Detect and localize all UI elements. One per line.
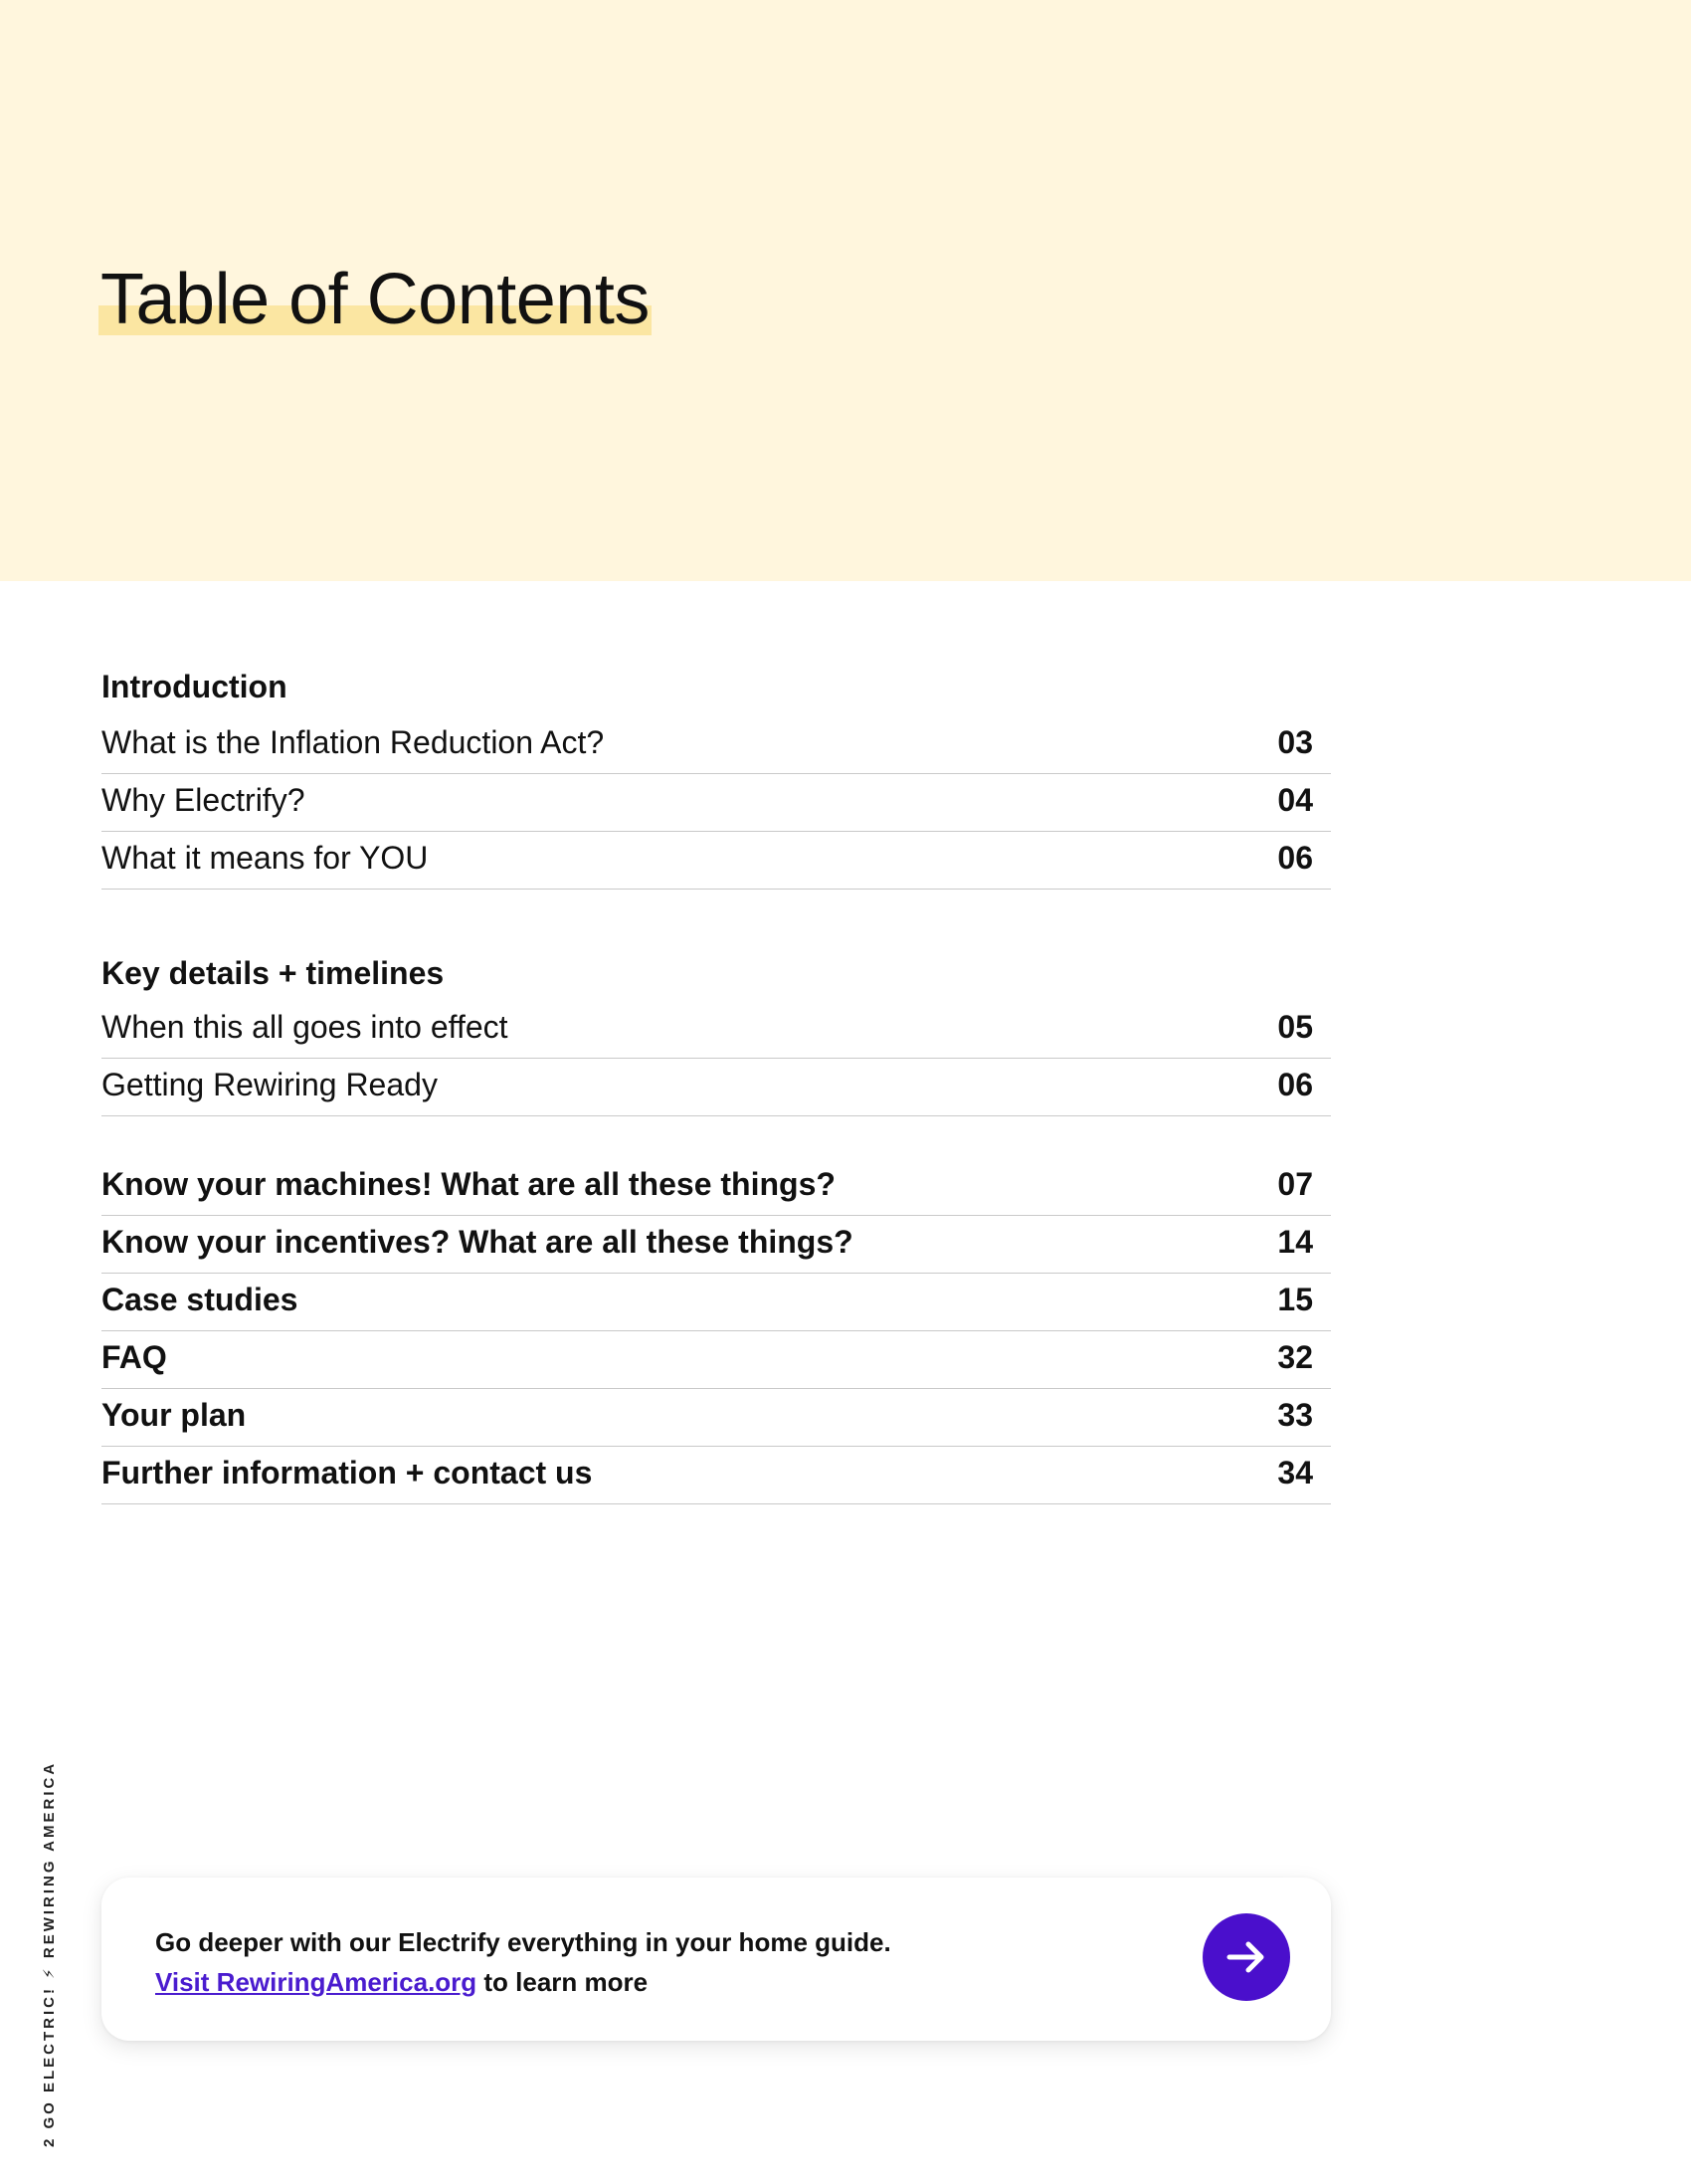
toc-row-page: 05 — [1277, 1009, 1313, 1045]
guide-callout — [101, 1878, 1331, 2041]
toc-row[interactable] — [101, 1331, 1331, 1389]
toc-row[interactable] — [101, 1389, 1331, 1447]
toc-row[interactable] — [101, 774, 1331, 832]
toc-row-page: 32 — [1277, 1339, 1313, 1375]
callout-suffix: to learn more — [476, 1967, 649, 1997]
toc-row-page: 07 — [1277, 1166, 1313, 1202]
toc-row-label: Know your machines! What are all these things? — [101, 1166, 836, 1202]
side-footer-text: 2 GO ELECTRIC! ⚡ REWIRING AMERICA — [41, 1760, 58, 2147]
toc-row[interactable] — [101, 716, 1331, 774]
section-heading-key-details: Key details + timelines — [101, 955, 445, 991]
page-title: Table of Contents — [100, 260, 650, 339]
toc-row[interactable] — [101, 1447, 1331, 1504]
toc-row[interactable] — [101, 832, 1331, 890]
toc-row[interactable] — [101, 1158, 1331, 1216]
toc-row-label: What it means for YOU — [101, 840, 429, 876]
toc-row-page: 06 — [1277, 840, 1313, 876]
toc-row-label: Further information + contact us — [101, 1455, 593, 1490]
toc-row-page: 04 — [1277, 782, 1313, 818]
toc-row-page: 14 — [1277, 1224, 1313, 1260]
toc-row-label: What is the Inflation Reduction Act? — [101, 724, 605, 760]
section-heading-introduction: Introduction — [101, 669, 287, 704]
hero-banner — [0, 0, 1691, 581]
toc-row-label: Your plan — [101, 1397, 247, 1433]
arrow-right-icon — [1223, 1934, 1269, 1980]
toc-row[interactable] — [101, 1216, 1331, 1274]
toc-row-page: 15 — [1277, 1282, 1313, 1317]
toc-row-page: 06 — [1277, 1067, 1313, 1102]
toc-row[interactable] — [101, 1059, 1331, 1116]
toc-row-label: Why Electrify? — [101, 782, 305, 818]
learn-more-button[interactable] — [1203, 1913, 1290, 2001]
callout-text: Go deeper with our Electrify everything in your home guide. — [155, 1927, 891, 1957]
callout-text-line2 — [155, 1967, 648, 1998]
toc-row-label: Know your incentives? What are all these things? — [101, 1224, 853, 1260]
toc-row[interactable] — [101, 1001, 1331, 1059]
toc-row[interactable] — [101, 1274, 1331, 1331]
toc-row-page: 03 — [1277, 724, 1313, 760]
toc-row-page: 33 — [1277, 1397, 1313, 1433]
rewiring-america-link[interactable]: Visit RewiringAmerica.org — [155, 1967, 477, 1997]
toc-row-page: 34 — [1277, 1455, 1313, 1490]
toc-row-label: FAQ — [101, 1339, 167, 1375]
toc-row-label: Case studies — [101, 1282, 298, 1317]
toc-row-label: Getting Rewiring Ready — [101, 1067, 438, 1102]
toc-row-label: When this all goes into effect — [101, 1009, 508, 1045]
